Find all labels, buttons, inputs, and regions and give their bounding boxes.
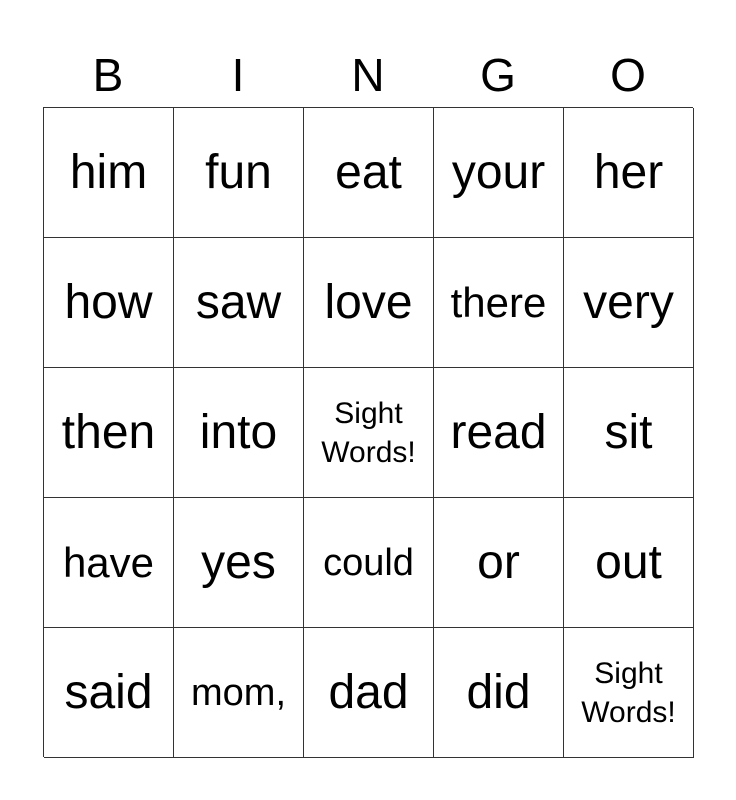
header-letter-i: I <box>231 49 245 101</box>
bingo-cell: then <box>44 368 174 498</box>
bingo-cell: very <box>564 238 694 368</box>
bingo-cell: could <box>304 498 434 628</box>
bingo-cell: fun <box>174 108 304 238</box>
bingo-cell: love <box>304 238 434 368</box>
bingo-cell: have <box>44 498 174 628</box>
bingo-cell: dad <box>304 628 434 758</box>
bingo-cell: there <box>434 238 564 368</box>
bingo-cell: yes <box>174 498 304 628</box>
bingo-cell: him <box>44 108 174 238</box>
free-space: Sight Words! <box>564 628 694 758</box>
bingo-cell: how <box>44 238 174 368</box>
bingo-cell: sit <box>564 368 694 498</box>
bingo-cell: did <box>434 628 564 758</box>
bingo-cell: her <box>564 108 694 238</box>
bingo-header <box>43 44 693 106</box>
bingo-cell: out <box>564 498 694 628</box>
bingo-cell: into <box>174 368 304 498</box>
bingo-cell: eat <box>304 108 434 238</box>
bingo-cell: saw <box>174 238 304 368</box>
bingo-cell: said <box>44 628 174 758</box>
bingo-cell: or <box>434 498 564 628</box>
header-letter-n: N <box>351 49 385 101</box>
header-letter-g: G <box>480 49 516 101</box>
bingo-cell: your <box>434 108 564 238</box>
bingo-board <box>43 107 693 757</box>
header-letter-b: B <box>92 49 124 101</box>
bingo-cell: mom, <box>174 628 304 758</box>
bingo-cell: read <box>434 368 564 498</box>
free-space: Sight Words! <box>304 368 434 498</box>
header-letter-o: O <box>610 49 646 101</box>
